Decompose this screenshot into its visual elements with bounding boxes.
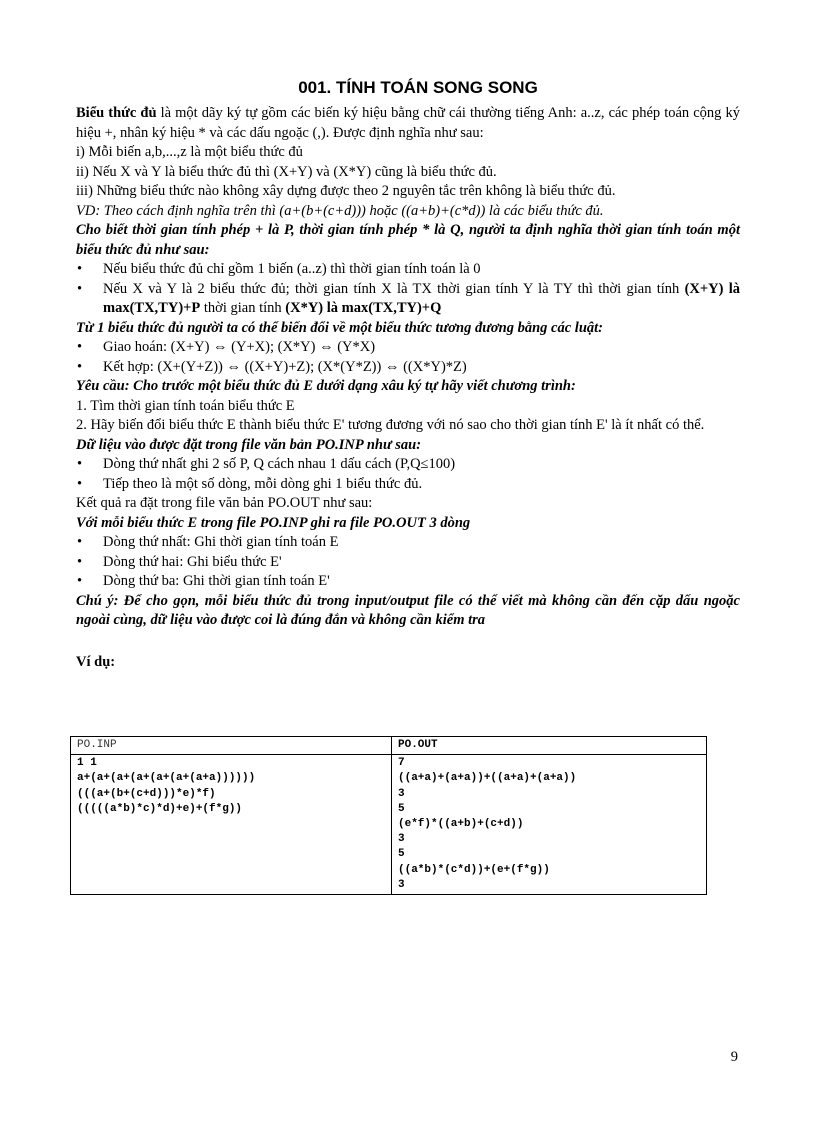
intro-term: Biểu thức đủ — [76, 105, 157, 121]
output-bullet-1: • Dòng thứ nhất: Ghi thời gian tính toán E — [76, 533, 740, 553]
input-bullet-1: • Dòng thứ nhất ghi 2 số P, Q cách nhau 1 dấu cách (P,Q≤100) — [76, 455, 740, 475]
time-bullet-2: • Nếu X và Y là 2 biểu thức đủ; thời gian tính X là TX thời gian tính Y là TY thì thời gian tính (X+Y) là max(TX,TY)+P thời gian tính (X*Y) là max(TX,TY)+Q — [77, 280, 740, 316]
example-definition: VD: Theo cách định nghĩa trên thì (a+(b+(c+d))) hoặc ((a+b)+(c*d)) là các biểu thức đủ. — [76, 202, 604, 219]
bullet-icon: • — [77, 339, 83, 355]
bullet-icon: • — [77, 261, 83, 277]
example-io-table — [70, 736, 707, 895]
input-heading: Dữ liệu vào được đặt trong file văn bản PO.INP như sau: — [76, 436, 422, 453]
intro-paragraph — [76, 104, 740, 143]
example-label: Ví dụ: — [76, 653, 116, 670]
output-heading: Với mỗi biểu thức E trong file PO.INP ghi ra file PO.OUT 3 dòng — [76, 514, 471, 531]
bullet-icon: • — [77, 456, 83, 472]
output-bullet-2: • Dòng thứ hai: Ghi biểu thức E' — [76, 553, 740, 573]
bullet-icon: • — [77, 573, 83, 589]
output-intro: Kết quả ra đặt trong file văn bản PO.OUT như sau: — [76, 495, 373, 511]
intro-rest: là một dãy ký tự gồm các biến ký hiệu bằng chữ cái thường tiếng Anh: a..z, các phép toán cộng ký hiệu +, nhân ký hiệu * và các dấu ngoặc (,). Được định nghĩa như sau: — [76, 105, 740, 141]
rule-3: iii) Những biểu thức nào không xây dựng được theo 2 nguyên tắc trên không là biểu thức đủ. — [76, 183, 616, 199]
requirement-heading: Yêu cầu: Cho trước một biểu thức đủ E dưới dạng xâu ký tự hãy viết chương trình: — [76, 378, 576, 394]
rule-1: i) Mỗi biến a,b,...,z là một biểu thức đủ — [76, 144, 303, 160]
bullet-icon: • — [77, 358, 83, 375]
time-bullet-1: • Nếu biểu thức đủ chỉ gồm 1 biến (a..z) thì thời gian tính toán là 0 — [76, 260, 740, 280]
output-bullet-list — [76, 533, 740, 592]
page-number: 9 — [730, 1049, 738, 1065]
note-paragraph: Chú ý: Để cho gọn, mỗi biểu thức đủ trong input/output file có thể viết mà không cần đến cặp dấu ngoặc ngoài cùng, dữ liệu vào được coi là đúng đắn và không cần kiểm tra — [76, 592, 740, 628]
transform-bullet-1: • Giao hoán: (X+Y) ⇔ (Y+X); (X*Y) ⇔ (Y*X) — [76, 338, 740, 358]
rule-2: ii) Nếu X và Y là biểu thức đủ thì (X+Y) và (X*Y) cũng là biểu thức đủ. — [76, 163, 497, 180]
output-cell: 7 ((a+a)+(a+a))+((a+a)+(a+a)) 3 5 (e*f)*((a+b)+(c+d)) 3 5 ((a*b)*(c*d))+(e+(f*g)) 3 — [392, 755, 707, 895]
header-po-inp: PO.INP — [71, 737, 392, 755]
input-bullet-2: • Tiếp theo là một số dòng, mỗi dòng ghi 1 biểu thức đủ. — [76, 475, 740, 495]
page-title: 001. TÍNH TOÁN SONG SONG — [298, 78, 538, 97]
requirement-2: 2. Hãy biến đổi biểu thức E thành biểu thức E' tương đương với nó sao cho thời gian tính E' là ít nhất có thể. — [76, 417, 705, 433]
bullet-icon: • — [77, 553, 83, 570]
transform-bullet-list — [76, 338, 740, 377]
header-po-out: PO.OUT — [392, 737, 707, 755]
transform-bullet-2: • Kết hợp: (X+(Y+Z)) ⇔ ((X+Y)+Z); (X*(Y*Z)) ⇔ ((X*Y)*Z) — [76, 358, 740, 378]
bullet-icon: • — [77, 280, 83, 297]
table-header-row — [71, 737, 707, 755]
input-cell: 1 1 a+(a+(a+(a+(a+(a+(a+a)))))) (((a+(b+(c+d)))*e)*f) (((((a*b)*c)*d)+e)+(f*g)) — [71, 755, 392, 895]
document-page — [76, 78, 740, 672]
transform-heading: Từ 1 biểu thức đủ người ta có thể biến đổi về một biểu thức tương đương bằng các luật: — [76, 319, 603, 336]
spacer — [76, 631, 740, 649]
input-bullet-list — [76, 455, 740, 494]
time-bullet-list — [76, 260, 740, 319]
bullet-icon: • — [77, 475, 83, 492]
table-row — [71, 755, 707, 895]
requirement-1: 1. Tìm thời gian tính toán biểu thức E — [76, 397, 295, 414]
output-bullet-3: • Dòng thứ ba: Ghi thời gian tính toán E' — [76, 572, 740, 592]
time-heading: Cho biết thời gian tính phép + là P, thời gian tính phép * là Q, người ta định nghĩa thời gian tính toán một biểu thức đủ như sau: — [76, 222, 740, 258]
bullet-icon: • — [77, 534, 83, 550]
